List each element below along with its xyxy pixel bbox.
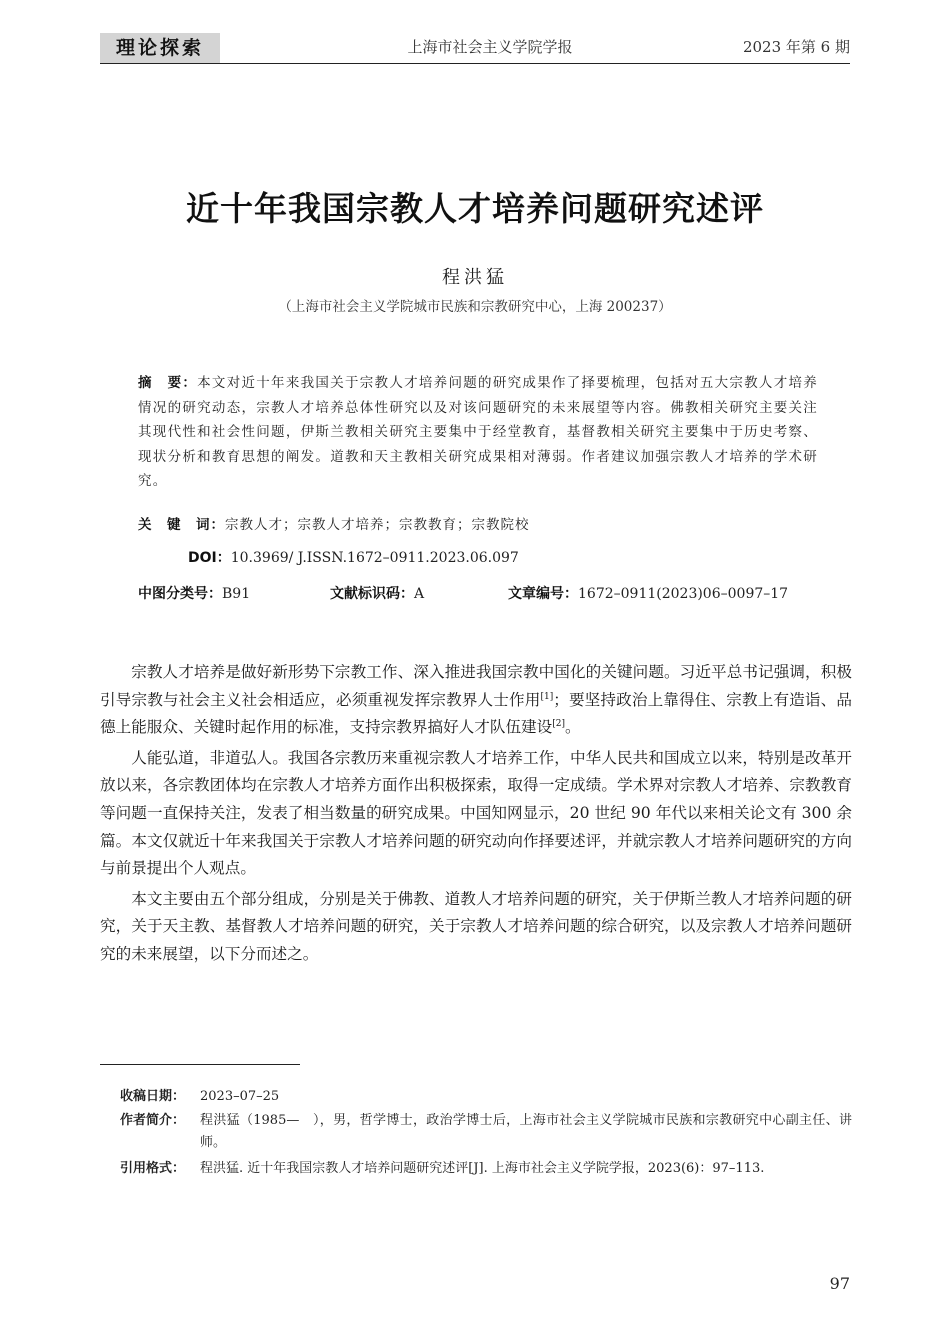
article-number	[508, 583, 788, 603]
journal-name: 上海市社会主义学院学报	[407, 38, 573, 56]
paragraph-1	[100, 659, 852, 742]
paragraph-2: 人能弘道，非道弘人。我国各宗教历来重视宗教人才培养工作，中华人民共和国成立以来，特别是改革开放以来，各宗教团体均在宗教人才培养方面作出积极探索，取得一定成绩。学术界对宗教人才培养、宗教教育等问题一直保持关注，发表了相当数量的研究成果。中国知网显示，20 世纪 90 年代以来相关论文有 300 余篇。本文仅就近十年来我国关于宗教人才培养问题的研究动向作择要述评，并就宗教人才培养问题研究的方向与前景提出个人观点。	[100, 748, 852, 878]
article-no-label: 文章编号：	[508, 586, 578, 602]
keywords	[138, 513, 838, 533]
author-bio-label: 作者简介：	[120, 1113, 186, 1128]
doi	[188, 547, 519, 567]
doi-value: 10.3969/ J.ISSN.1672–0911.2023.06.097	[230, 550, 519, 566]
author-bio-value: 程洪猛（1985— ），男，哲学博士，政治学博士后，上海市社会主义学院城市民族和宗教研究中心副主任、讲师。	[200, 1113, 852, 1150]
citation-ref-2: [2]	[552, 719, 565, 730]
author-affiliation: （上海市社会主义学院城市民族和宗教研究中心，上海 200237）	[278, 299, 672, 315]
keywords-label: 关 键 词：	[138, 517, 225, 533]
clc-code	[138, 583, 250, 603]
footnote-author	[120, 1110, 880, 1156]
abstract-text: 本文对近十年来我国关于宗教人才培养问题的研究成果作了择要梳理，包括对五大宗教人才培养情况的研究动态，宗教人才培养总体性研究以及对该问题研究的未来展望等内容。佛教相关研究主要关注其现代性和社会性问题，伊斯兰教相关研究主要集中于经堂教育，基督教相关研究主要集中于历史考察、现状分析和教育思想的阐发。道教和天主教相关研究成果相对薄弱。作者建议加强宗教人才培养的学术研究。	[138, 375, 818, 489]
doc-code-label: 文献标识码：	[330, 586, 414, 602]
author-name: 程洪猛	[442, 267, 508, 288]
keywords-text: 宗教人才；宗教人才培养；宗教教育；宗教院校	[225, 517, 530, 533]
page-number: 97	[829, 1274, 850, 1293]
abstract-label: 摘 要：	[138, 375, 198, 391]
document-code	[330, 583, 424, 603]
footnote-rule	[100, 1064, 300, 1065]
body-text	[100, 659, 852, 969]
received-label: 收稿日期：	[120, 1089, 186, 1104]
paragraph-1-part-c: 。	[564, 718, 581, 737]
abstract	[138, 371, 818, 494]
citation-format-label: 引用格式：	[120, 1161, 186, 1176]
received-value: 2023–07–25	[200, 1089, 280, 1104]
footnote-citation	[120, 1158, 880, 1204]
header-rule	[100, 63, 850, 64]
paragraph-1-part-b: ；要坚持政治上靠得住、宗教上有造诣、品德上能服众、关键时起作用的标准，支持宗教界搞好人才队伍建设	[100, 690, 852, 737]
paragraph-1-part-a: 宗教人才培养是做好新形势下宗教工作、深入推进我国宗教中国化的关键问题。习近平总书记强调，积极引导宗教与社会主义社会相适应，必须重视发挥宗教界人士作用	[100, 663, 852, 709]
issue-label: 2023 年第 6 期	[742, 38, 850, 56]
section-tag: 理论探索	[100, 33, 220, 63]
article-title: 近十年我国宗教人才培养问题研究述评	[186, 189, 764, 228]
doi-label: DOI：	[188, 550, 231, 566]
citation-ref-1: [1]	[540, 691, 554, 702]
doc-code-value: A	[414, 586, 425, 602]
article-no-value: 1672–0911(2023)06–0097–17	[578, 586, 789, 602]
footnote-received	[120, 1086, 880, 1108]
clc-label: 中图分类号：	[138, 586, 222, 602]
paragraph-3: 本文主要由五个部分组成，分别是关于佛教、道教人才培养问题的研究，关于伊斯兰教人才培养问题的研究，关于天主教、基督教人才培养问题的研究，关于宗教人才培养问题的综合研究，以及宗教人才培养问题研究的未来展望，以下分而述之。	[100, 889, 852, 963]
clc-value: B91	[222, 586, 251, 602]
citation-format-value: 程洪猛. 近十年我国宗教人才培养问题研究述评[J]. 上海市社会主义学院学报，2023(6)：97–113.	[200, 1161, 765, 1176]
